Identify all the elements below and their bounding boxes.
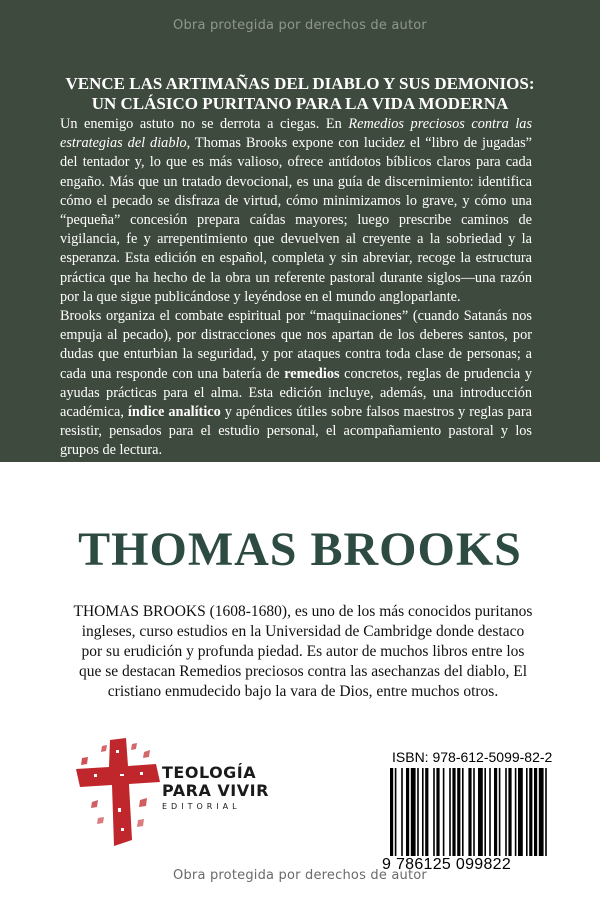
barcode-digits: 9 786125 099822	[382, 856, 512, 873]
publisher-wordmark	[162, 764, 269, 811]
watermark-top: Obra protegida por derechos de autor	[173, 18, 427, 33]
synopsis-p2-intro: Brooks organiza el combate espiritual por “maquinaciones” (cuando Satanás nos empuja al pecado), por distracciones que nos apartan de los deberes santos, por dudas que enturbian la seguridad, y por ataques contra toda clase de personas; a cada una responde con una batería de	[60, 308, 532, 382]
watermark-bottom: Obra protegida por derechos de autor	[173, 868, 427, 883]
synopsis-bold-indice: índice analítico	[127, 404, 221, 421]
synopsis-paragraph-2	[60, 307, 532, 461]
synopsis-p1-rest: , Thomas Brooks expone con lucidez el “libro de jugadas” del tentador y, lo que es más valioso, ofrece antídotos bíblicos claros para cada engaño. Más que un tratado devocional, es una guía de discernimiento: identifica cómo el pecado se disfraza de virtud, cómo minimizamos lo grave, y cómo una “pequeña” concesión prepara caídas mayores; luego prescribe caminos de vigilancia, fe y arrepentimiento que devuelven al creyente a la sobriedad y la esperanza. Esta edición en español, completa y sin abreviar, recoge la estructura práctica que ha hecho de la obra un referente pastoral durante siglos—una razón por la que sigue publicándose y leyéndose en el mundo angloparlante.	[60, 135, 533, 305]
author-bio: THOMAS BROOKS (1608-1680), es uno de los más conocidos puritanos ingleses, curso estudios en la Universidad de Cambridge donde destaco por su erudición y profunda piedad. Es autor de muchos libros entre los que se destacan Remedios preciosos contra las asechanzas del diablo, El cristiano enmudecido bajo la vara de Dios, entre muchos otros.	[73, 603, 533, 700]
isbn-label: ISBN: 978-612-5099-82-2	[392, 749, 553, 765]
synopsis-p1-intro: Un enemigo astuto no se derrota a ciegas. En	[60, 116, 349, 132]
publisher-name-line-1: TEOLOGÍA	[162, 763, 257, 782]
synopsis-book-title: Remedios preciosos contra las estrategias del diablo	[60, 116, 533, 152]
synopsis-heading-line-2: UN CLÁSICO PURITANO PARA LA VIDA MODERNA	[91, 94, 509, 113]
synopsis-heading	[60, 74, 540, 114]
author-name-title: THOMAS BROOKS	[78, 523, 522, 576]
synopsis-heading-line-1: VENCE LAS ARTIMAÑAS DEL DIABLO Y SUS DEMONIOS:	[65, 74, 535, 93]
synopsis-paragraph-1	[60, 115, 532, 307]
barcode-icon	[390, 768, 598, 856]
publisher-name-line-2: PARA VIVIR	[162, 781, 269, 800]
synopsis-p2-end: y apéndices útiles sobre falsos maestros y reglas para resistir, pensados para el estudio personal, el acompañamiento pastoral y los grupos de lectura.	[60, 404, 532, 459]
synopsis-body	[60, 115, 532, 461]
publisher-subtitle: EDITORIAL	[162, 802, 241, 811]
synopsis-p2-middle: concretos, reglas de prudencia y ayudas prácticas para el alma. Esta edición incluye, además, una introducción académica,	[60, 365, 532, 421]
red-cross-icon	[74, 738, 164, 848]
synopsis-bold-remedios: remedios	[284, 365, 340, 382]
